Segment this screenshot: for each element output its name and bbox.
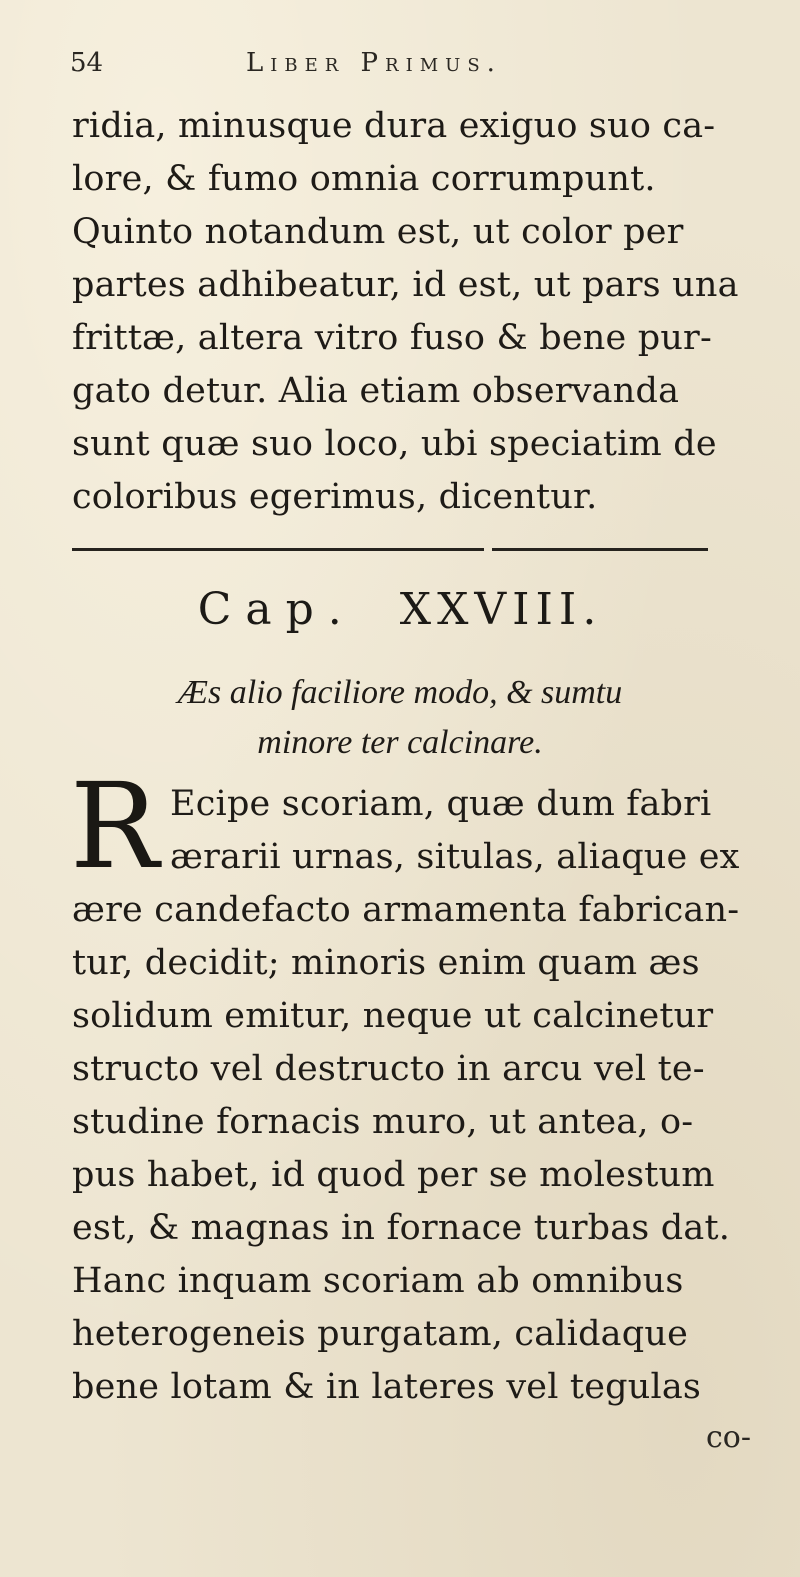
chapter-heading bbox=[0, 584, 800, 635]
text-line: est, & magnas in fornace turbas dat. bbox=[72, 1208, 731, 1248]
section-rule-right bbox=[492, 548, 708, 551]
text-line: gato detur. Alia etiam observanda bbox=[72, 371, 680, 411]
drop-cap: R bbox=[70, 757, 159, 895]
text-line: heterogeneis purgatam, calidaque bbox=[72, 1314, 688, 1354]
page-header bbox=[70, 44, 730, 84]
subtitle-line: Æs alio faciliore modo, & sumtu bbox=[177, 674, 623, 711]
text-line: lore, & fumo omnia corrumpunt. bbox=[72, 159, 656, 199]
text-line: Ecipe scoriam, quæ dum fabri bbox=[170, 784, 712, 824]
text-line: coloribus egerimus, dicentur. bbox=[72, 477, 598, 517]
text-line: structo vel destructo in arcu vel te- bbox=[72, 1049, 705, 1089]
text-line: tur, decidit; minoris enim quam æs bbox=[72, 943, 700, 983]
catchword: co- bbox=[706, 1420, 751, 1455]
text-line: bene lotam & in lateres vel tegulas bbox=[72, 1367, 702, 1407]
running-title: Liber Primus. bbox=[246, 48, 502, 78]
section-rule-left bbox=[72, 548, 484, 551]
chapter-number: XXVIII. bbox=[399, 584, 603, 635]
text-line: sunt quæ suo loco, ubi speciatim de bbox=[72, 424, 717, 464]
page-number: 54 bbox=[70, 48, 104, 78]
text-line: partes adhibeatur, id est, ut pars una bbox=[72, 265, 739, 305]
paragraph-2 bbox=[70, 757, 778, 1414]
text-line: ærarii urnas, situlas, aliaque ex bbox=[170, 837, 740, 877]
subtitle-line: minore ter calcinare. bbox=[257, 724, 543, 761]
text-line: studine fornacis muro, ut antea, o- bbox=[72, 1102, 694, 1142]
text-line: ære candefacto armamenta fabrican- bbox=[72, 890, 740, 930]
text-line: solidum emitur, neque ut calcinetur bbox=[72, 996, 714, 1036]
paragraph-1 bbox=[72, 100, 778, 524]
chapter-label: Cap. bbox=[197, 584, 356, 635]
text-line: ridia, minusque dura exiguo suo ca- bbox=[72, 106, 716, 146]
text-line: Quinto notandum est, ut color per bbox=[72, 212, 684, 252]
text-line: Hanc inquam scoriam ab omnibus bbox=[72, 1261, 684, 1301]
text-line: frittæ, altera vitro fuso & bene pur- bbox=[72, 318, 713, 358]
chapter-subtitle bbox=[0, 668, 800, 768]
text-line: pus habet, id quod per se molestum bbox=[72, 1155, 715, 1195]
